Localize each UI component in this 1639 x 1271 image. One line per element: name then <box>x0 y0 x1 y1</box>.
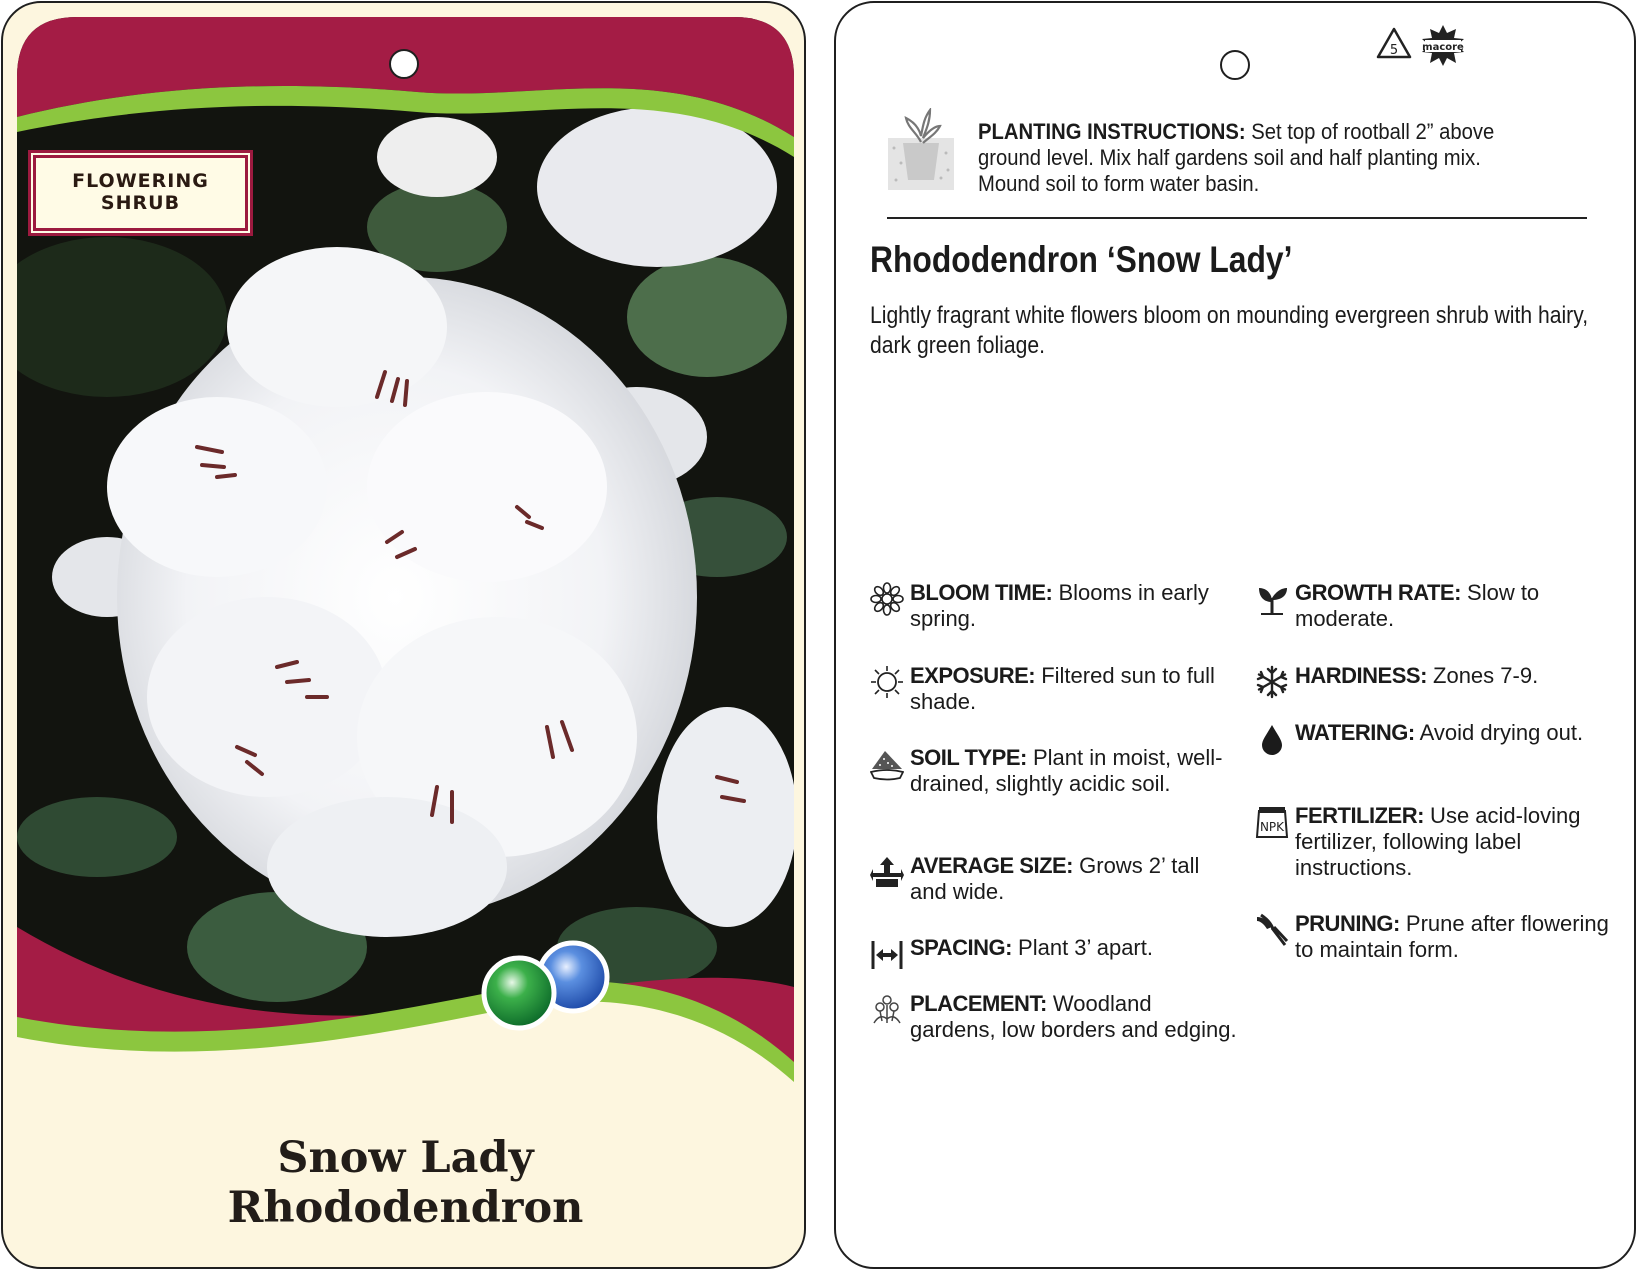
back-tag <box>834 1 1636 1269</box>
snowflake-icon <box>1255 665 1289 699</box>
attr-bloom-time: BLOOM TIME: Blooms in early spring. <box>910 580 1240 632</box>
plant-title-line1: Snow Lady <box>277 1133 534 1183</box>
plant-title <box>3 1133 806 1233</box>
plant-botanical-title: Rhododendron ‘Snow Lady’ <box>870 239 1293 280</box>
planting-instructions-label: PLANTING INSTRUCTIONS: <box>978 119 1246 144</box>
svg-text:5: 5 <box>1389 43 1399 58</box>
spacing-icon <box>870 937 904 971</box>
sprout-icon <box>1255 582 1289 616</box>
attr-watering: WATERING: Avoid drying out. <box>1295 720 1625 746</box>
sun-icon <box>870 665 904 699</box>
planting-pot-icon <box>886 108 956 193</box>
placement-icon <box>870 993 904 1027</box>
divider <box>887 217 1587 219</box>
planting-instructions <box>978 119 1530 197</box>
attr-hardiness: HARDINESS: Zones 7-9. <box>1295 663 1625 689</box>
soil-icon <box>870 747 904 781</box>
category-badge <box>33 155 248 231</box>
attr-exposure: EXPOSURE: Filtered sun to full shade. <box>910 663 1240 715</box>
attr-placement: PLACEMENT: Woodland gardens, low borders and edging. <box>910 991 1240 1043</box>
attr-spacing: SPACING: Plant 3’ apart. <box>910 935 1240 961</box>
macore-star-icon <box>1422 25 1464 66</box>
green-ball-icon <box>484 958 554 1028</box>
flower-icon <box>870 582 904 616</box>
attr-average-size: AVERAGE SIZE: Grows 2’ tall and wide. <box>910 853 1240 905</box>
hang-hole <box>389 49 419 79</box>
hang-hole <box>1220 50 1250 80</box>
plant-title-line2: Rhododendron <box>227 1183 584 1233</box>
recycle-triangle-icon <box>1378 29 1410 58</box>
category-badge-text: FLOWERING SHRUB <box>72 170 209 214</box>
attr-fertilizer: NPK FERTILIZER: Use acid-loving fertilizer, following label instructions. <box>1295 803 1625 881</box>
water-drop-icon <box>1255 722 1289 756</box>
pruners-icon <box>1255 913 1289 947</box>
attr-growth-rate: GROWTH RATE: Slow to moderate. <box>1295 580 1625 632</box>
attr-pruning: PRUNING: Prune after flowering to maintain form. <box>1295 911 1625 963</box>
svg-text:macore: macore <box>1422 42 1464 53</box>
size-icon <box>870 855 904 889</box>
planting-instructions-text: Set top of rootball 2” above ground level. Mix half gardens soil and half planting mix. Mound soil to form water basin. <box>978 119 1495 196</box>
recycle-logo <box>1376 25 1476 67</box>
front-tag <box>1 1 806 1269</box>
svg-text:NPK: NPK <box>1259 820 1285 834</box>
plant-description: Lightly fragrant white flowers bloom on mounding evergreen shrub with hairy, dark green foliage. <box>870 302 1589 359</box>
attr-soil-type: SOIL TYPE: Plant in moist, well-drained, slightly acidic soil. <box>910 745 1240 797</box>
npk-bag-icon <box>1255 805 1289 839</box>
